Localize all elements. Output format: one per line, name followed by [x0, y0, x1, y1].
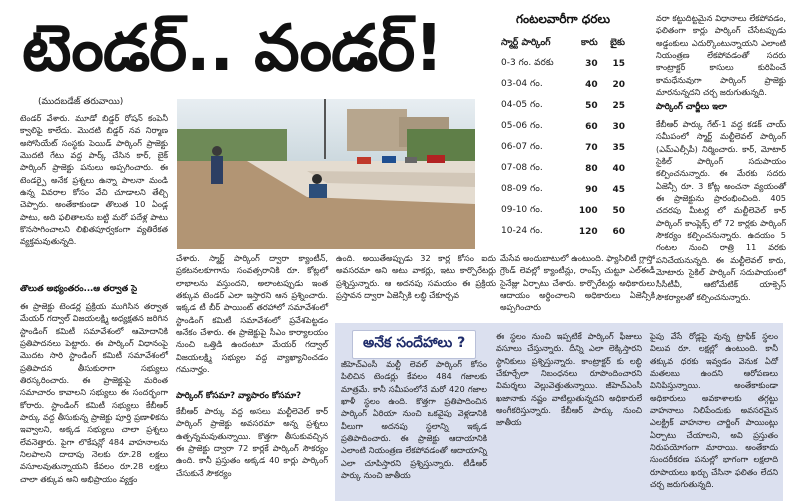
headline: టెండర్.. వండర్!: [22, 12, 443, 86]
rate-bike: 25: [602, 96, 629, 117]
doubts-right-text: పైపు వేసే రోడ్లపై వున్న ట్రాఫిక్ స్థలం విలువ రూ. లక్షల్లో ఉంటుంది. కానీ తక్కువ ధరకు ఇవ్వడం వెనుక ఏదో మతలబు ఉందని ఆరోపణలు వినిపిస్తున్నాయి. అంతేకాకుండా అధికారులు అవకాశాలకు తగ్గట్టు వాహనాలు నిలిపేందుకు అవసరమైన ఎలక్ట్రిక్ వాహనాల చార్జింగ్ పాయింట్లు ఏర్పాటు చేయాలని, అవి ప్రస్తుతం నిరుపయోగంగా మారాయి. అంతేకాదు సుందరీకరణ పనుల్లో భాగంగా లక్షలాది రూపాయలు ఖర్చు చేసినా ఫలితం లేదని చర్చ జరుగుతున్నది.: [650, 331, 778, 490]
parking-lot-image: [177, 99, 475, 249]
rates-header-row: [497, 33, 629, 54]
doubts-mid-text: ఈ స్థలం నుంచి ఇప్పటికే పార్కింగ్ ఫీజులు వసూలు చేస్తున్నారు. దీన్ని ఎలా లెక్కిస్తారని స్థానికులు ప్రశ్నిస్తున్నారు. కాంట్రాక్టర్ కు లబ్ధి చేకూర్చేలా నిబంధనలు రూపొందించారని విమర్శలు వెల్లువెత్తుతున్నాయి. జీహెచ్ఎంసీ ఖజానాకు నష్టం వాటిల్లుతున్నదని అధికారులే అంగీకరిస్తున్నారు. కేబీఆర్ పార్కు నుంచి జాతీయ: [496, 331, 642, 428]
table-row: [497, 75, 629, 96]
rate-car: 100: [570, 201, 602, 222]
article-col-4: [500, 252, 655, 322]
doubts-col-right: [650, 330, 778, 498]
rates-box: [497, 12, 629, 244]
table-row: [497, 117, 629, 138]
rate-bike: 40: [602, 159, 629, 180]
table-row: [497, 138, 629, 159]
rate-car: 60: [570, 117, 602, 138]
col2-para2: కేబీఆర్ పార్కు వద్ద అసలు మల్టీలెవెల్ కార్ పార్కింగ్ ప్రాజెక్టు అవసరమా అన్న ప్రశ్నలు ఉత్పన్నమవుతున్నాయి. కొత్తగా తీసుకువచ్చిన ఈ ప్రాజెక్టు ద్వారా 72 కార్లకే పార్కింగ్ సౌకర్యం ఉంది. కానీ ప్రస్తుతం అక్కడ 40 కార్లు పార్కింగ్ చేసుకునే సౌకర్యం: [176, 406, 328, 478]
rate-slot: 06-07 గం.: [497, 138, 570, 159]
rates-header-bike: బైకు: [602, 33, 629, 54]
rate-slot: 03-04 గం.: [497, 75, 570, 96]
rate-car: 120: [570, 222, 602, 243]
rates-header-slot: స్మార్ట్ పార్కింగ్: [497, 33, 570, 54]
article-col-1: [20, 112, 168, 280]
parking-photo: [177, 99, 475, 249]
article-col-2: [176, 252, 328, 375]
rate-slot: 07-08 గం.: [497, 159, 570, 180]
rate-bike: 35: [602, 138, 629, 159]
rate-bike: 20: [602, 75, 629, 96]
rate-car: 80: [570, 159, 602, 180]
col1-para1: టెండర్ వేశారు. మూడో బిడ్డర్ రోషన్ కంపెనీ క్వాలిఫై కాలేదు. మొదటి బిడ్డర్ నవ నిర్మాణ అసోసియేట్ సంస్థకు పెయిడ్ పార్కింగ్ ప్రాజెక్టు మొదటి గేటు వద్ద పార్క్ చేసిన కార్, బైక్ పార్కింగ్ ప్రాజెక్టు పనులు అప్పగించారు. ఈ టెండర్పై అనేక ప్రశ్నలు ఉన్నా పాలనా మండి ఉన్న వివరాల కోసం వేచి చూడాలని తేల్చి చెప్పారు. అంతేకాకుండా తొలుత 10 ఏండ్ల పాటు, అది ఫలితాలను బట్టి మరో పదేళ్ల పాటు కొనసాగించాలని లిఖితపూర్వకంగా వ్యతిరేకత వ్యక్తమవుతున్నది.: [20, 113, 168, 247]
doubts-title: అనేక సందేహాలు ?: [352, 330, 476, 359]
table-row: [497, 96, 629, 117]
rate-car: 90: [570, 180, 602, 201]
table-row: [497, 159, 629, 180]
rate-slot: 10-24 గం.: [497, 222, 570, 243]
rate-car: 30: [570, 54, 602, 75]
col2-subhead: పార్కింగ్ కోసమా? వ్యాపారం కోసమా?: [176, 391, 302, 401]
article-col-1b: [20, 300, 168, 500]
col1-subhead: తొలుత అభ్యంతరం...ఆ తర్వాత సై: [20, 284, 138, 294]
doubts-col-left: [341, 358, 487, 498]
rate-bike: 30: [602, 117, 629, 138]
doubts-left-text: జీహెచ్ఎంసీ మల్టీ లెవల్ పార్కింగ్ కోసం పిలిచిన టెండర్లు కేవలం 484 గజాలకు మాత్రమే. కానీ సమీపంలోనే మరో 420 గజాల ఖాళీ స్థలం ఉంది. కొత్తగా ప్రతిపాదించిన పార్కింగ్ ఏరియా నుంచి ఒకవైపు వెళ్లడానికి వీలుగా అదనపు స్థలాన్ని ఇక్కడ ప్రతిపాదించారు. ఈ ప్రాజెక్టు ఆదాయానికి ఎలాంటి నియంత్రణ లేకపోవడంతో ఆదాయాన్ని ఎలా చూపిస్తారని ప్రశ్నిస్తున్నారు. టీడీఆర్ పార్కు నుంచి జాతీయ: [341, 359, 487, 481]
rate-bike: 60: [602, 222, 629, 243]
rate-slot: 09-10 గం.: [497, 201, 570, 222]
col2-para1: చేశారు. స్మార్ట్ పార్కింగ్ ద్వారా క్యాంటీన్, ప్రకటనలకూగాను సంవత్సరానికి రూ. కోట్లలో లాభాలను వస్తుందని, అలాంటప్పుడు ఇంత తక్కువ టెండర్ ఎలా ఇస్తారని ఆన ప్రశ్నించారు. ఇక్కడ టీ బీర్ పాయింట్ తరహాలో సమావేశంలో స్టాండింగ్ కమిటీ సమావేశంలో ప్రవేశపెట్టడం అనేకం చేశారు. ఈ ప్రాజెక్టుపై సీఎం కార్యాలయం నుంచి ఒత్తిడి ఉందంటూ మేయర్ గద్వాల్ విజయలక్ష్మి సభ్యుల వద్ద వ్యాఖ్యానించడం గమనార్హం.: [176, 253, 328, 375]
table-row: [497, 201, 629, 222]
rate-slot: 04-05 గం.: [497, 96, 570, 117]
rate-car: 70: [570, 138, 602, 159]
rate-slot: 05-06 గం.: [497, 117, 570, 138]
rate-bike: 45: [602, 180, 629, 201]
rate-car: 50: [570, 96, 602, 117]
rate-slot: 0-3 గం. వరకు: [497, 54, 570, 75]
byline: (ముదబడేజ్ తరువాయి): [38, 97, 124, 107]
article-col-5b: [656, 118, 786, 316]
col5-para1: వరా కట్టుదిట్టమైన విధానాలు లేకపోవడం, ఫలితంగా కార్లు పార్కింగ్ చేసేటప్పుడు అడ్డంకులు ఎదుర్కొంటున్నాయని ఎలాంటి నియంత్రణ లేకపోవడంతో సదరు కాంట్రాక్టర్ కాసులు కురిపించే కామధేనువుగా పార్కింగ్ ప్రాజెక్టు మారనున్నదని చర్చ జరుగుతున్నది.: [656, 13, 786, 98]
col1-para2: ఈ ప్రాజెక్టు టెండర్ల ప్రక్రియ ముగిసిన తర్వాత మేయర్ గద్వాల్ విజయలక్ష్మి అధ్యక్షతన జరిగిన స్టాండింగ్ కమిటీ సమావేశంలో ఆమోదానికి ప్రతిపాదనలు పెట్టారు. ఈ పార్కింగ్ విధానంపై మొదట సారి స్టాండింగ్ కమిటీ సమావేశంలో ప్రతిపాదన తీసుకురాగా సభ్యులు తిరస్కరించారు. ఈ ప్రాజెక్టుపై మరింత సమాచారం కావాలని సభ్యులు ఈ సందర్భంగా కోరారు. స్టాండింగ్ కమిటీ సభ్యులు కేబీఆర్ పార్కు వద్ద తీసుకున్న ప్రాజెక్టు పూర్తి ప్రణాళికను ఇవ్వాలని, అక్కడ సభ్యులు చాలా ప్రశ్నలు లేవనెత్తారు. పైగా లొకేషన్లో 484 వాహనాలను నిలపాలని దాదాపు నెలకు రూ.28 లక్షలు వసూలవుతున్నాయని కేవలం రూ.28 లక్షలు చాలా తక్కువ అని అభిప్రాయం వ్యక్తం: [20, 301, 168, 484]
rate-bike: 15: [602, 54, 629, 75]
col4-para1: మేసేవ అందుబాటులో ఉంటుంది. ఫ్యాసిలిటీ గ్లాస్తో గ్రౌండ్ లెవల్లో క్యాంటీన్లు, రాంప్స్ చుట్టూ ఎల్ఈడీ సైనేజ్లు ఏర్పాటు చేశారు. కార్పొరేటర్లు అధికారులు ఆదాయం అర్థించాలని అధికారులు ఏజెన్సీకి అప్పగించారు: [500, 253, 655, 313]
article-col-3: [336, 252, 496, 322]
article-col-2b: [176, 405, 328, 501]
col3-para1: ఉంది. అయితేఅప్పుడు 32 కార్ల కోసం ఐదు అవసరమా అని అటు వాకర్లు, ఇటు కార్పొరేటర్లు ప్రశ్నిస్తున్నారు. ఆ అదనపు సమయం ఈ ప్రక్రియ ప్రస్తావన ద్వారా ఏజెన్సీకి లబ్ధి చేకూర్చవ: [336, 253, 496, 301]
col5-subhead: పార్కింగ్ చార్జీలు ఇలా: [656, 102, 727, 112]
doubts-col-mid: [496, 330, 642, 498]
article-col-5: [656, 12, 786, 98]
rate-slot: 08-09 గం.: [497, 180, 570, 201]
rates-table: [497, 33, 629, 243]
rate-bike: 50: [602, 201, 629, 222]
table-row: [497, 54, 629, 75]
col5-para2: కేబీఆర్ పార్కు గేట్-1 వద్ద కడక్ చాయ్ సమీపంలో స్మార్ట్ మల్టీలెవల్ పార్కింగ్ (ఎమ్ఎల్సీపీ) నిర్మించారు. కార్, మోటార్ సైకిల్ పార్కింగ్ సదుపాయం కల్పించనున్నారు. ఈ మేరకు సదరు ఏజెన్సీ రూ. 3 కోట్ల అంచనా వ్యయంతో ఈ ప్రాజెక్టును ప్రారంభించింది. 405 చదరపు మీటర్ల లో మల్టీలెవెల్ కార్ పార్కింగ్ కాంప్లెక్స్ లో 72 కార్లకు పార్కింగ్ సౌకర్యం కల్పించనున్నారు. ఉదయం 5 గంటల నుంచి రాత్రి 11 వరకు పనిచేయనున్నది. ఈ మల్టీలెవల్ కారు, మోటారు సైకిల్ పార్కింగ్ సదుపాయంలో సీసీటీవీ, ఆటోమేటిక్ యాక్సెస్ సౌకర్యాలతో కల్పించనున్నారు.: [656, 119, 786, 302]
rates-title: గంటలవారీగా ధరలు: [515, 12, 611, 26]
table-row: [497, 180, 629, 201]
rate-car: 40: [570, 75, 602, 96]
rates-header-car: కారు: [570, 33, 602, 54]
table-row: [497, 222, 629, 243]
